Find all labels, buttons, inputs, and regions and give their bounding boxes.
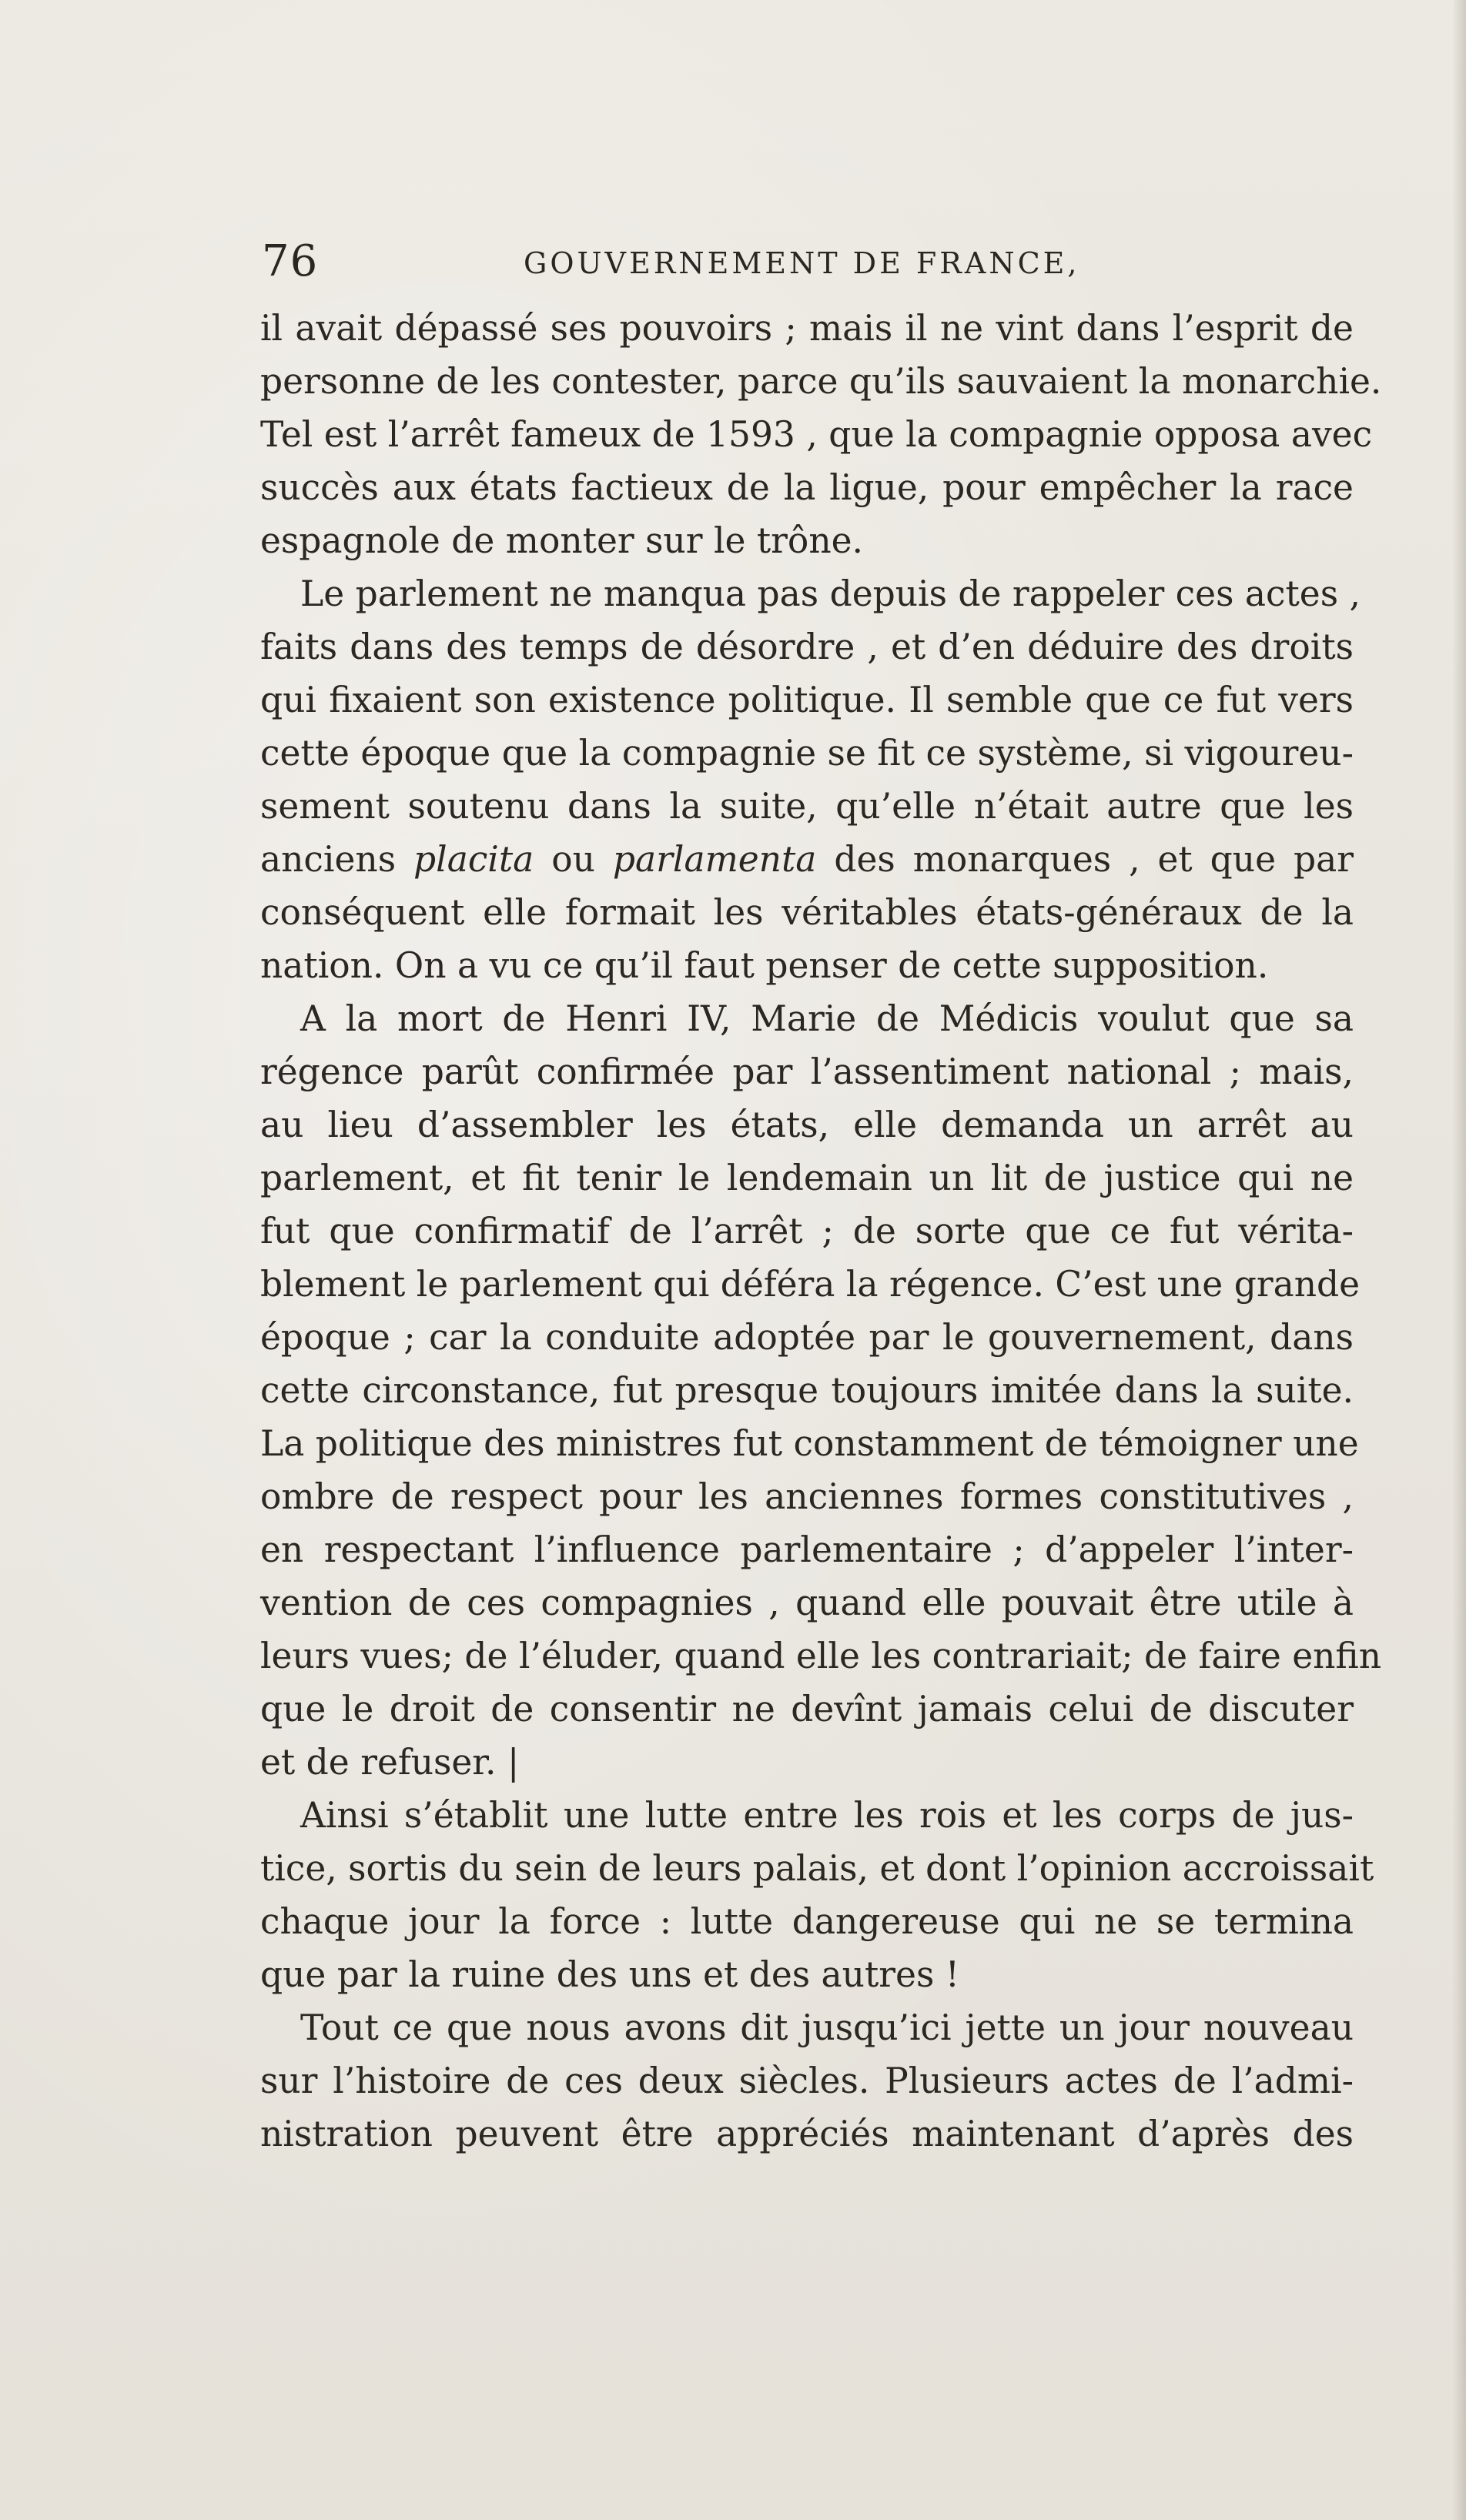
text-line: vention de ces compagnies , quand elle pouvait être utile à (260, 1583, 1354, 1623)
text-line: faits dans des temps de désordre , et d’en déduire des droits (260, 627, 1354, 667)
text-line: personne de les contester, parce qu’ils sauvaient la monarchie. (260, 361, 1382, 402)
text-line: sur l’histoire de ces deux siècles. Plusieurs actes de l’admi- (260, 2060, 1354, 2101)
running-head: GOUVERNEMENT DE FRANCE, (524, 246, 1080, 280)
text-line: succès aux états factieux de la ligue, pour empêcher la race (260, 467, 1354, 508)
text-line: époque ; car la conduite adoptée par le gouvernement, dans (260, 1317, 1354, 1358)
text-line: A la mort de Henri IV, Marie de Médicis voulut que sa (300, 998, 1354, 1039)
text-line: nistration peuvent être appréciés maintenant d’après des (260, 2114, 1354, 2154)
text-line: cette circonstance, fut presque toujours imitée dans la suite. (260, 1370, 1354, 1411)
text-line: Tout ce que nous avons dit jusqu’ici jette un jour nouveau (300, 2007, 1354, 2048)
page-number: 76 (262, 236, 319, 286)
text-line: régence parût confirmée par l’assentiment national ; mais, (260, 1051, 1354, 1092)
text-line: Le parlement ne manqua pas depuis de rappeler ces actes , (300, 573, 1361, 614)
text-line: ombre de respect pour les anciennes formes constitutives , (260, 1476, 1354, 1517)
text-line: espagnole de monter sur le trône. (260, 520, 864, 561)
text-line: leurs vues; de l’éluder, quand elle les contrariait; de faire enfin (260, 1636, 1382, 1676)
page-header (262, 231, 1224, 292)
text-line: cette époque que la compagnie se fit ce système, si vigoureu- (260, 733, 1354, 774)
text-line: que le droit de consentir ne devînt jamais celui de discuter (260, 1689, 1354, 1730)
text-line: conséquent elle formait les véritables états-généraux de la (260, 892, 1354, 933)
text-line: blement le parlement qui déféra la régence. C’est une grande (260, 1264, 1361, 1305)
text-line: parlement, et fit tenir le lendemain un lit de justice qui ne (260, 1158, 1354, 1198)
text-line: en respectant l’influence parlementaire ; d’appeler l’inter- (260, 1529, 1354, 1570)
page-edge-shadow (1452, 0, 1466, 2520)
text-line: au lieu d’assembler les états, elle demanda un arrêt au (260, 1105, 1354, 1145)
text-line: qui fixaient son existence politique. Il semble que ce fut vers (260, 680, 1354, 720)
text-line: Ainsi s’établit une lutte entre les rois et les corps de jus- (300, 1795, 1354, 1836)
text-line: fut que confirmatif de l’arrêt ; de sorte que ce fut vérita- (260, 1211, 1354, 1252)
text-line: que par la ruine des uns et des autres ! (260, 1954, 960, 1995)
text-line: La politique des ministres fut constamment de témoigner une (260, 1423, 1359, 1464)
text-line: tice, sortis du sein de leurs palais, et dont l’opinion accroissait (260, 1848, 1374, 1889)
body-text (260, 302, 1382, 2161)
text-line: sement soutenu dans la suite, qu’elle n’était autre que les (260, 786, 1354, 827)
text-line: Tel est l’arrêt fameux de 1593 , que la compagnie opposa avec (260, 414, 1373, 455)
text-line: et de refuser. | (260, 1742, 520, 1783)
text-line: nation. On a vu ce qu’il faut penser de cette supposition. (260, 945, 1269, 986)
text-line: anciens placita ou parlamenta des monarques , et que par (260, 839, 1354, 880)
text-line: chaque jour la force : lutte dangereuse qui ne se termina (260, 1901, 1354, 1942)
text-line: il avait dépassé ses pouvoirs ; mais il ne vint dans l’esprit de (260, 308, 1354, 349)
